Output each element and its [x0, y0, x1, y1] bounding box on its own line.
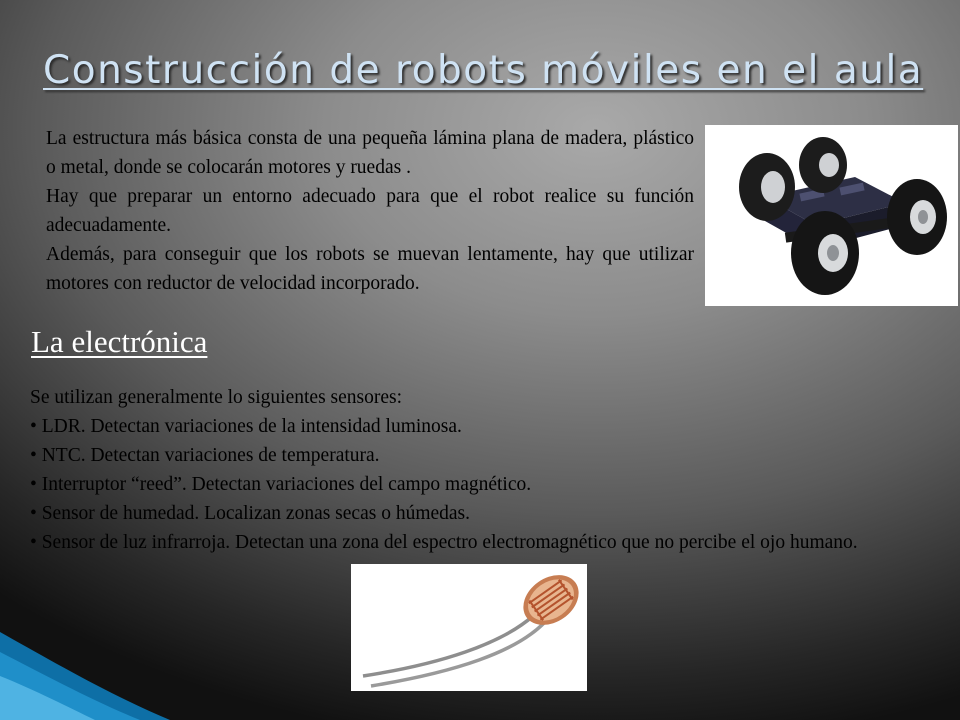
intro-text: [46, 124, 694, 298]
intro-paragraph: Además, para conseguir que los robots se muevan lentamente, hay que utilizar motores con reductor de velocidad incorporado.: [46, 244, 694, 294]
intro-paragraph: La estructura más básica consta de una pequeña lámina plana de madera, plástico o metal, donde se colocarán motores y ruedas .: [46, 128, 694, 178]
sensor-list-item: • Sensor de humedad. Localizan zonas secas o húmedas.: [30, 503, 471, 524]
robot-chassis-image: [705, 125, 958, 306]
sensor-list: [30, 383, 910, 557]
ldr-sensor-image: [351, 564, 587, 691]
sensor-list-item: • Sensor de luz infrarroja. Detectan una zona del espectro electromagnético que no percibe el ojo humano.: [30, 532, 858, 553]
sensor-list-item: • LDR. Detectan variaciones de la intensidad luminosa.: [30, 416, 462, 437]
sensor-list-item: • NTC. Detectan variaciones de temperatura.: [30, 445, 380, 466]
section-heading-electronics: La electrónica: [31, 324, 208, 359]
corner-decoration: [0, 590, 170, 720]
slide-title: Construcción de robots móviles en el aula: [43, 48, 924, 93]
sensor-list-item: • Interruptor “reed”. Detectan variaciones del campo magnético.: [30, 474, 532, 495]
sensor-list-intro: Se utilizan generalmente lo siguientes sensores:: [30, 387, 403, 408]
intro-paragraph: Hay que preparar un entorno adecuado para que el robot realice su función adecuadamente.: [46, 186, 694, 236]
